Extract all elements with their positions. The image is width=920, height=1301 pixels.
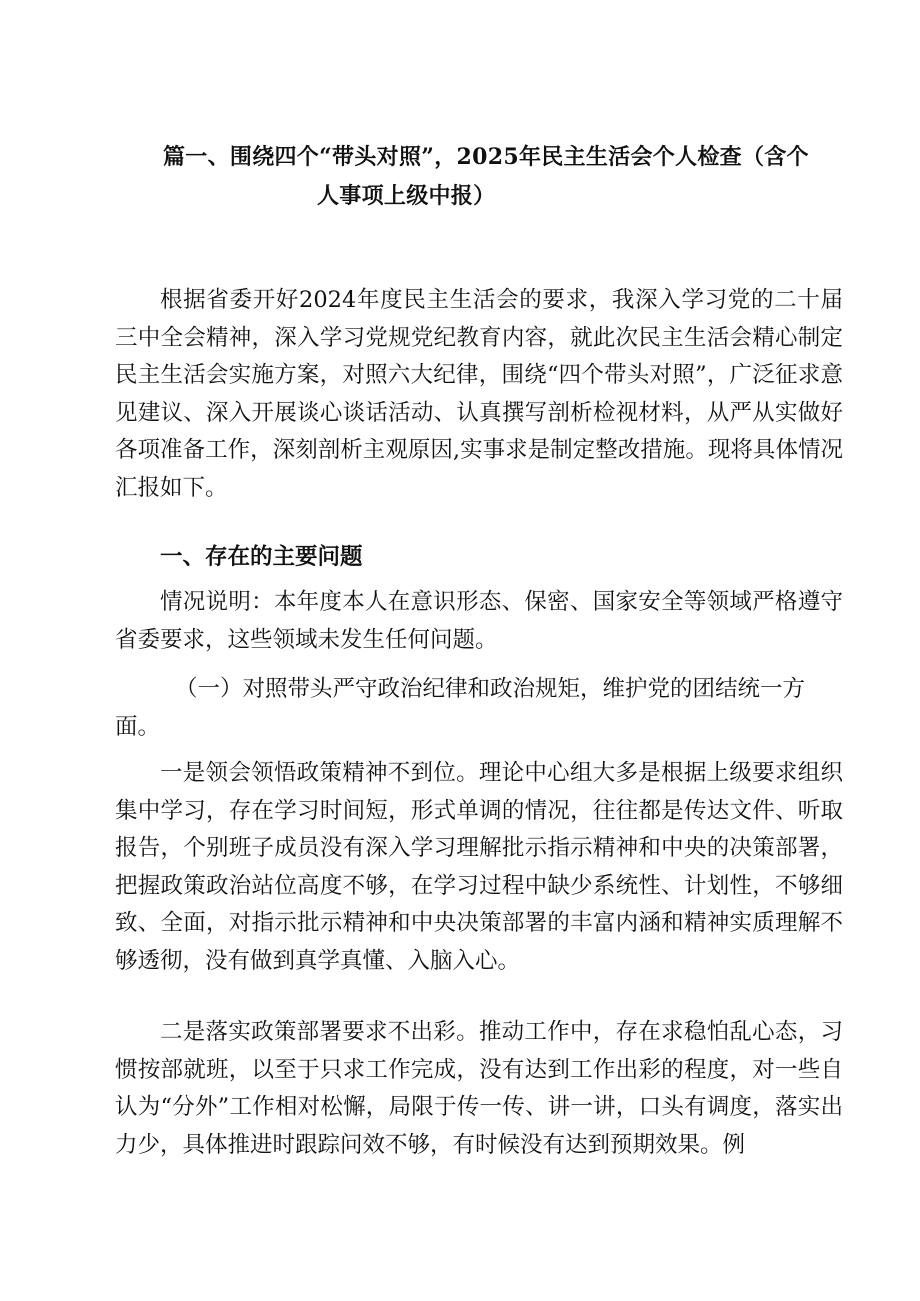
intro-paragraph: 根据省委开好2024年度民主生活会的要求，我深入学习党的二十届三中全会精神，深入学习党规党纪教育内容，就此次民主生活会精心制定民主生活会实施方案，对照六大纪律，围绕“四个带头对照”，广泛征求意见建议、深入开展谈心谈话活动、认真撰写剖析检视材料，从严从实做好各项准备工作，深刻剖析主观原因,实事求是制定整改措施。现将具体情况汇报如下。 — [115, 287, 843, 501]
section-heading-main-problems: 一、存在的主要问题 — [160, 544, 363, 570]
point-1-paragraph: 一是领会领悟政策精神不到位。理论中心组大多是根据上级要求组织集中学习，存在学习时间短，形式单调的情况，往往都是传达文件、听取报告，个别班子成员没有深入学习理解批示指示精神和中央的决策部署，把握政策政治站位高度不够，在学习过程中缺少系统性、计划性，不够细致、全面，对指示批示精神和中央决策部署的丰富内涵和精神实质理解不够透彻，没有做到真学真懂、入脑入心。 — [115, 760, 843, 974]
point-2-paragraph: 二是落实政策部署要求不出彩。推动工作中，存在求稳怕乱心态，习惯按部就班，以至于只求工作完成，没有达到工作出彩的程度，对一些自认为“分外”工作相对松懈，局限于传一传、讲一讲，口头有调度，落实出力少，具体推进时跟踪问效不够，有时候没有达到预期效果。例 — [115, 1019, 843, 1158]
title-line-1: 篇一、围绕四个“带头对照”，2025年民主生活会个人检查（含个 — [163, 144, 809, 170]
document-title — [115, 138, 835, 216]
subsection-heading-1: （一）对照带头严守政治纪律和政治规矩，维护党的团结统一方面。 — [115, 676, 806, 740]
situation-paragraph: 情况说明：本年度本人在意识形态、保密、国家安全等领域严格遵守省委要求，这些领域未发生任何问题。 — [115, 589, 843, 653]
title-line-2: 人事项上级中报） — [317, 183, 496, 209]
